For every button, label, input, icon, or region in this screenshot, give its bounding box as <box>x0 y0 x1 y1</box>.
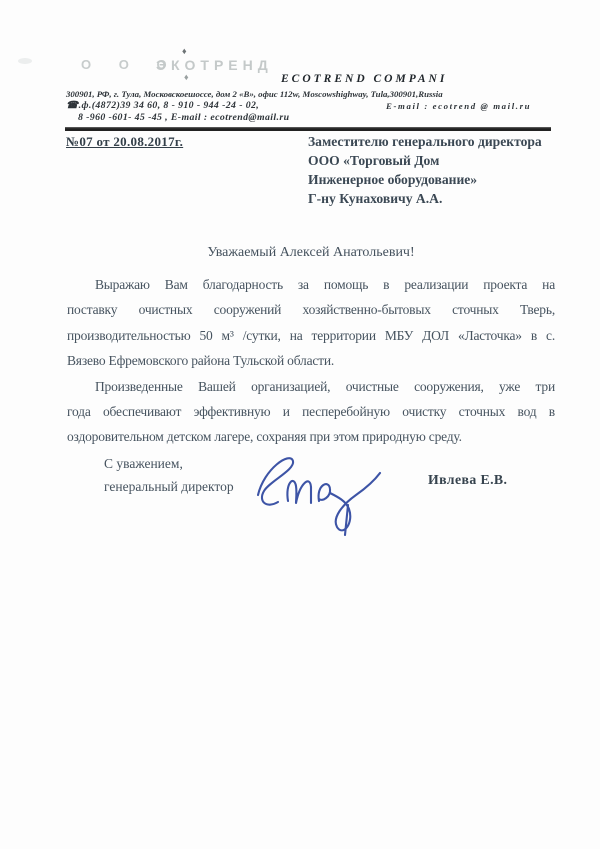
recipient-line: Инженерное оборудование» <box>308 172 478 187</box>
body-line: года обеспечивают эффективную и песперебойную очистку сточных вод в <box>67 404 555 420</box>
body-line: поставку очистных сооружений хозяйственно-бытовых сточных Тверь, <box>67 302 555 318</box>
letter-reference-number: №07 от 20.08.2017г. <box>66 134 184 149</box>
handwritten-signature <box>244 443 404 543</box>
recipient-line: ООО «Торговый Дом <box>308 153 440 168</box>
recipient-block <box>308 132 542 208</box>
header-divider <box>65 127 551 131</box>
phone-line-2: 8 -960 -601- 45 -45 , E-mail : ecotrend@mail.ru <box>78 112 290 123</box>
logo-brand-text: ЭКОТРЕНД <box>156 57 273 73</box>
email-right: E-mail : ecotrend @ mail.ru <box>386 101 532 111</box>
recipient-line: Г-ну Кунаховичу А.А. <box>308 191 443 206</box>
closing-block <box>104 452 234 498</box>
body-line: Вязево Ефремовского района Тульской области. <box>67 353 335 369</box>
signer-name: Ивлева Е.В. <box>428 472 508 487</box>
company-address: 300901, РФ, г. Тула, Московскоешоссе, дом 2 «В», офис 112w, Moscowshighway, Tula,300901,Russia <box>66 89 443 99</box>
body-line: Выражаю Вам благодарность за помощь в реализации проекта на <box>95 277 555 292</box>
recipient-line: Заместителю генерального директора <box>308 134 542 149</box>
body-line: оздоровительном детском лагере, сохраняя при этом природную среду. <box>67 429 462 445</box>
company-name-latin: ECOTREND COMPANI <box>281 73 448 85</box>
body-line: производительностью 50 м³ /сутки, на территории МБУ ДОЛ «Ласточка» в с. <box>67 327 555 343</box>
salutation: Уважаемый Алексей Анатольевич! <box>207 245 415 260</box>
logo-ooo-text: О О О <box>81 57 179 72</box>
logo-ornament-bottom-icon: ♦ <box>184 72 189 82</box>
scan-artifact <box>18 58 32 64</box>
letter-body <box>67 272 555 450</box>
phone-line-1: ☎.ф.(4872)39 34 60, 8 - 910 - 944 -24 - 02, <box>66 100 260 111</box>
logo-ornament-top-icon: ♦ <box>182 46 187 56</box>
body-line: Произведенные Вашей организацией, очистные сооружения, уже три <box>95 378 555 394</box>
closing-title: генеральный директор <box>104 479 234 494</box>
closing-regards: С уважением, <box>104 456 183 471</box>
